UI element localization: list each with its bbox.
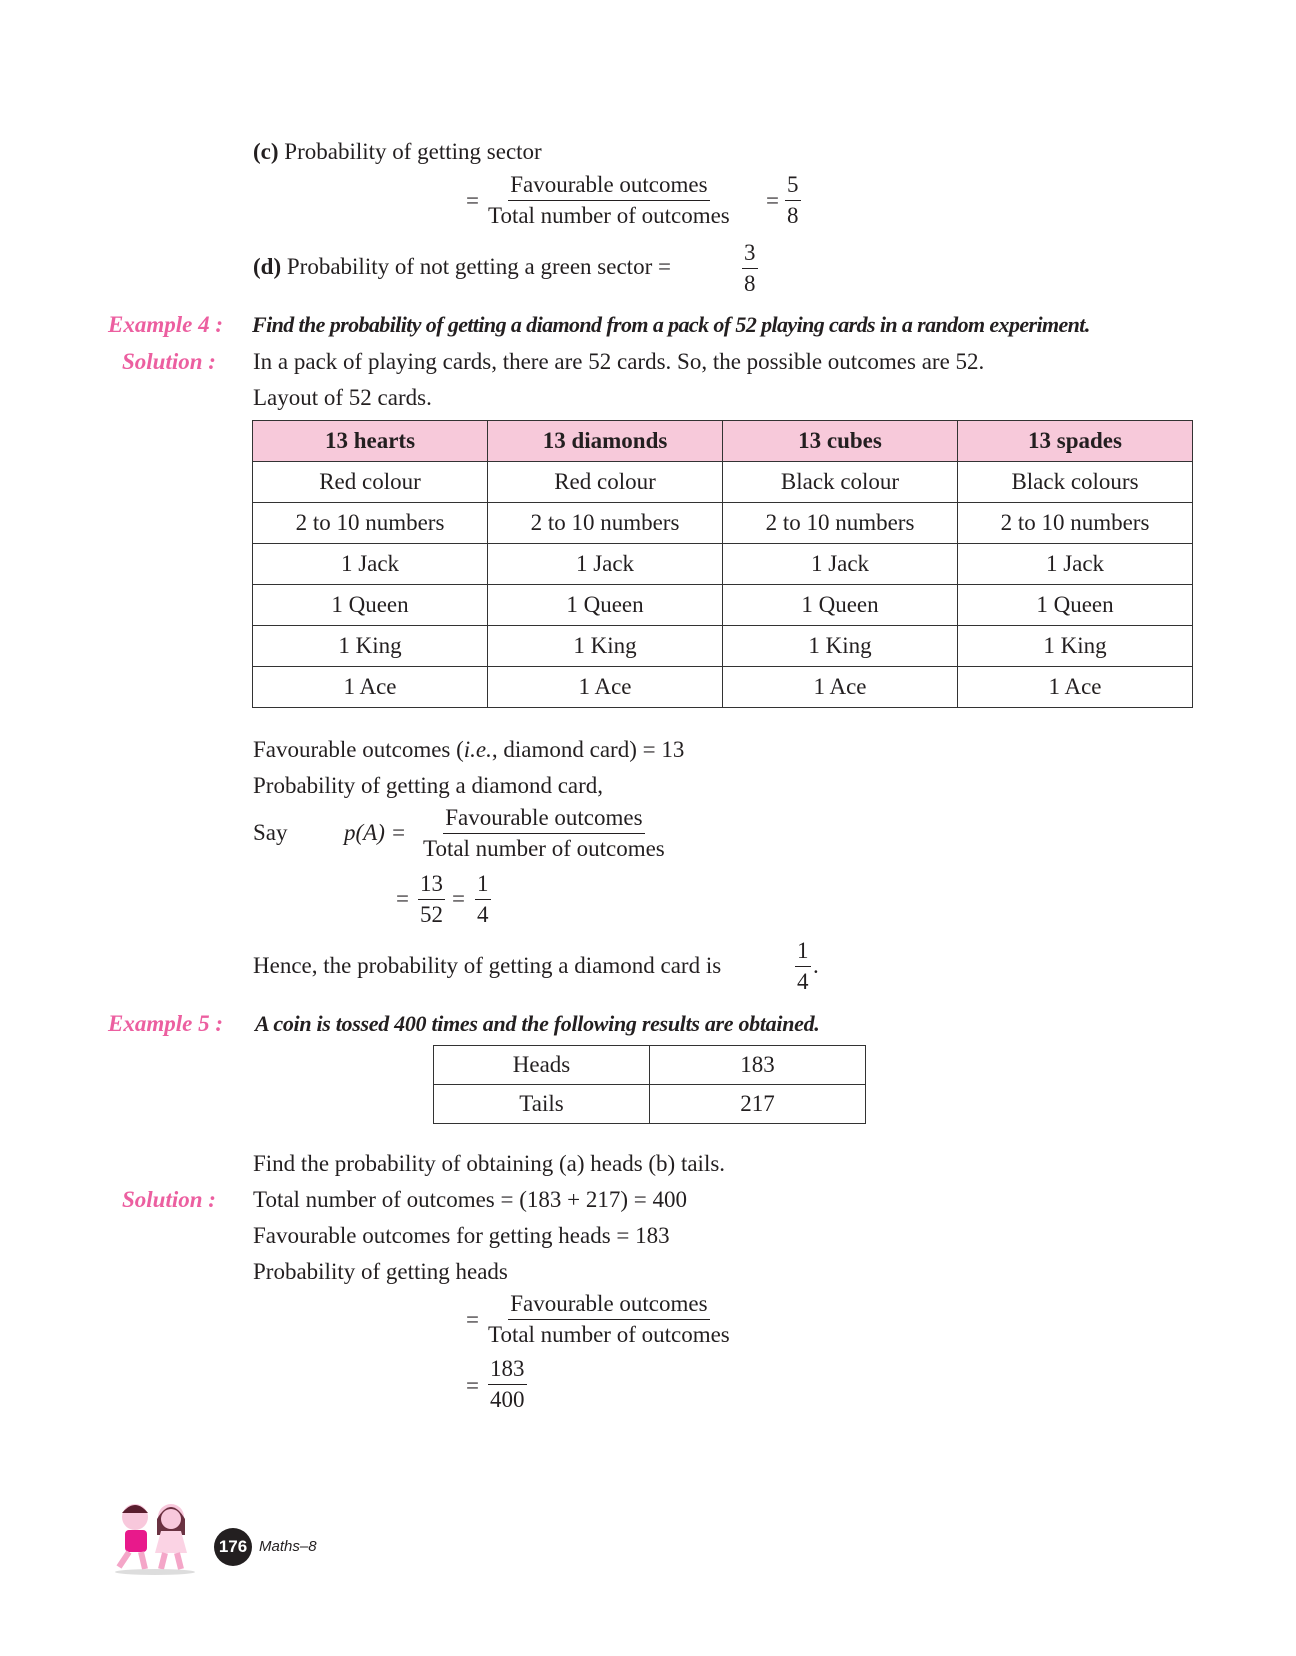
part-c-label: (c): [253, 139, 279, 164]
favourable-line: Favourable outcomes for getting heads = 183: [253, 1223, 670, 1248]
favourable-line: [253, 736, 684, 764]
table-row: [253, 585, 1193, 626]
text: i.e.: [463, 737, 492, 762]
table-cell: 1 Ace: [253, 667, 488, 708]
coin-table: [433, 1045, 866, 1124]
fraction: [488, 170, 730, 231]
denominator: 52: [420, 902, 443, 927]
table-row: [253, 503, 1193, 544]
table-cell: 1 Jack: [958, 544, 1193, 585]
table-row: [253, 462, 1193, 503]
table-cell: 1 Queen: [488, 585, 723, 626]
table-row: [253, 626, 1193, 667]
part-c-text: Probability of getting sector: [284, 139, 542, 164]
solution-label: Solution :: [122, 349, 216, 374]
fraction-result: [785, 170, 801, 231]
total-line: Total number of outcomes = (183 + 217) = 400: [253, 1187, 687, 1212]
denominator: Total number of outcomes: [488, 1322, 730, 1347]
denominator: Total number of outcomes: [488, 203, 730, 228]
cell: 183: [650, 1046, 866, 1085]
page-number: 176: [214, 1528, 252, 1566]
numerator: 1: [475, 869, 491, 900]
numerator: 5: [785, 170, 801, 201]
table-cell: 1 Queen: [253, 585, 488, 626]
fraction: [795, 936, 811, 997]
example-5-question: A coin is tossed 400 times and the following results are obtained.: [255, 1011, 820, 1036]
fraction: [488, 1354, 527, 1415]
cards-table: [252, 420, 1193, 708]
numerator: 13: [418, 869, 445, 900]
table-cell: Black colour: [723, 462, 958, 503]
table-cell: 2 to 10 numbers: [723, 503, 958, 544]
equals: =: [466, 1373, 479, 1398]
probability-line: Probability of getting heads: [253, 1259, 508, 1284]
fraction: [488, 1289, 730, 1350]
table-cell: 1 Queen: [958, 585, 1193, 626]
fraction: [418, 869, 445, 930]
example-5-label: Example 5 :: [108, 1011, 223, 1036]
table-cell: 1 Queen: [723, 585, 958, 626]
equals: =: [466, 188, 479, 213]
table-cell: 2 to 10 numbers: [253, 503, 488, 544]
denominator: 8: [744, 271, 756, 296]
denominator: 4: [477, 902, 489, 927]
header-cell: 13 diamonds: [488, 421, 723, 462]
text: Favourable outcomes (: [253, 737, 464, 762]
say-label: Say: [253, 820, 288, 845]
solution-label: Solution :: [122, 1187, 216, 1212]
part-d-line: [253, 253, 671, 281]
table-cell: 1 King: [723, 626, 958, 667]
table-cell: Red colour: [253, 462, 488, 503]
table-cell: 1 Jack: [723, 544, 958, 585]
numerator: 183: [488, 1354, 527, 1385]
numerator: 3: [742, 238, 758, 269]
table-row: [253, 667, 1193, 708]
table-cell: 1 King: [488, 626, 723, 667]
equals: =: [396, 886, 409, 911]
table-cell: 1 King: [958, 626, 1193, 667]
numerator: Favourable outcomes: [508, 170, 709, 201]
table-cell: 1 King: [253, 626, 488, 667]
p-of-a: p(A) =: [344, 820, 407, 845]
table-cell: 2 to 10 numbers: [488, 503, 723, 544]
example-4-question: Find the probability of getting a diamond from a pack of 52 playing cards in a random experiment.: [252, 312, 1090, 337]
cell: Heads: [434, 1046, 650, 1085]
table-cell: 1 Ace: [723, 667, 958, 708]
cell: Tails: [434, 1085, 650, 1124]
fraction: [475, 869, 491, 930]
kids-illustration-icon: [105, 1495, 205, 1575]
denominator: 4: [797, 969, 809, 994]
text: , diamond card) = 13: [491, 737, 685, 762]
header-cell: 13 spades: [958, 421, 1193, 462]
denominator: 8: [787, 203, 799, 228]
header-cell: 13 hearts: [253, 421, 488, 462]
solution-text: In a pack of playing cards, there are 52 cards. So, the possible outcomes are 52.: [253, 349, 985, 374]
equals: =: [466, 1307, 479, 1332]
table-cell: Red colour: [488, 462, 723, 503]
layout-text: Layout of 52 cards.: [253, 385, 432, 410]
cell: 217: [650, 1085, 866, 1124]
fraction: [742, 238, 758, 299]
table-cell: 1 Ace: [488, 667, 723, 708]
equals: =: [766, 188, 779, 213]
denominator: Total number of outcomes: [423, 836, 665, 861]
denominator: 400: [490, 1387, 525, 1412]
hence-line: Hence, the probability of getting a diamond card is: [253, 953, 722, 978]
header-cell: 13 cubes: [723, 421, 958, 462]
find-line: Find the probability of obtaining (a) heads (b) tails.: [253, 1151, 726, 1176]
fraction: [423, 803, 665, 864]
part-c-line: [253, 138, 542, 166]
example-4-label: Example 4 :: [108, 312, 223, 337]
part-d-label: (d): [253, 254, 282, 279]
table-row: [253, 544, 1193, 585]
table-cell: 2 to 10 numbers: [958, 503, 1193, 544]
numerator: Favourable outcomes: [443, 803, 644, 834]
part-d-text: Probability of not getting a green sector =: [286, 254, 671, 279]
numerator: Favourable outcomes: [508, 1289, 709, 1320]
book-title: Maths–8: [259, 1538, 317, 1555]
equals: =: [452, 886, 465, 911]
table-cell: 1 Ace: [958, 667, 1193, 708]
period: .: [813, 953, 819, 978]
table-cell: 1 Jack: [253, 544, 488, 585]
table-cell: Black colours: [958, 462, 1193, 503]
table-cell: 1 Jack: [488, 544, 723, 585]
probability-line: Probability of getting a diamond card,: [253, 773, 604, 798]
numerator: 1: [795, 936, 811, 967]
